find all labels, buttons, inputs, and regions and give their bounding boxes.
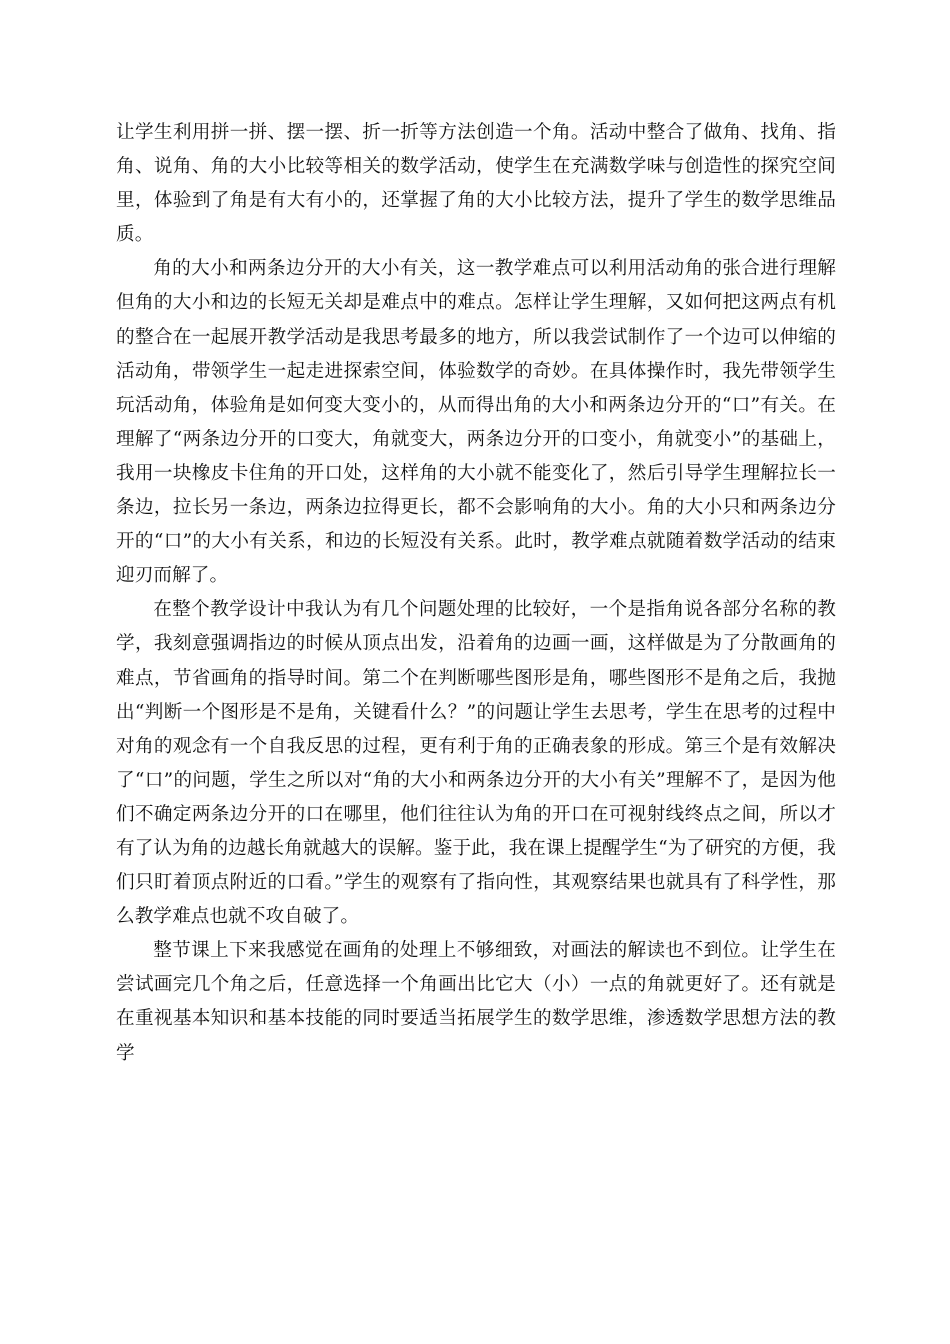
paragraph-1: 让学生利用拼一拼、摆一摆、折一折等方法创造一个角。活动中整合了做角、找角、指角、说角、角的大小比较等相关的数学活动，使学生在充满数学味与创造性的探究空间里，体验到了角是有大有小的，还掌握了角的大小比较方法，提升了学生的数学思维品质。 (116, 122, 836, 246)
document-body (116, 116, 836, 1071)
paragraph-2: 角的大小和两条边分开的大小有关，这一教学难点可以利用活动角的张合进行理解但角的大小和边的长短无关却是难点中的难点。怎样让学生理解，又如何把这两点有机的整合在一起展开教学活动是我思考最多的地方，所以我尝试制作了一个边可以伸缩的活动角，带领学生一起走进探索空间，体验数学的奇妙。在具体操作时，我先带领学生玩活动角，体验角是如何变大变小的，从而得出角的大小和两条边分开的“口”有关。在理解了“两条边分开的口变大，角就变大，两条边分开的口变小，角就变小”的基础上，我用一块橡皮卡住角的开口处，这样角的大小就不能变化了，然后引导学生理解拉长一条边，拉长另一条边，两条边拉得更长，都不会影响角的大小。角的大小只和两条边分开的“口”的大小有关系，和边的长短没有关系。此时，教学难点就随着数学活动的结束迎刃而解了。 (116, 258, 836, 587)
paragraph-3: 在整个教学设计中我认为有几个问题处理的比较好，一个是指角说各部分名称的教学，我刻意强调指边的时候从顶点出发，沿着角的边画一画，这样做是为了分散画角的难点，节省画角的指导时间。第二个在判断哪些图形是角，哪些图形不是角之后，我抛出“判断一个图形是不是角，关键看什么？”的问题让学生去思考，学生在思考的过程中对角的观念有一个自我反思的过程，更有利于角的正确表象的形成。第三个是有效解决了“口”的问题，学生之所以对“角的大小和两条边分开的大小有关”理解不了，是因为他们不确定两条边分开的口在哪里，他们往往认为角的开口在可视射线终点之间，所以才有了认为角的边越长角就越大的误解。鉴于此，我在课上提醒学生“为了研究的方便，我们只盯着顶点附近的口看。”学生的观察有了指向性，其观察结果也就具有了科学性，那么教学难点也就不攻自破了。 (116, 599, 836, 928)
paragraph-4: 整节课上下来我感觉在画角的处理上不够细致，对画法的解读也不到位。让学生在尝试画完几个角之后，任意选择一个角画出比它大（小）一点的角就更好了。还有就是在重视基本知识和基本技能的同时要适当拓展学生的数学思维，渗透数学思想方法的教学 (116, 940, 836, 1064)
